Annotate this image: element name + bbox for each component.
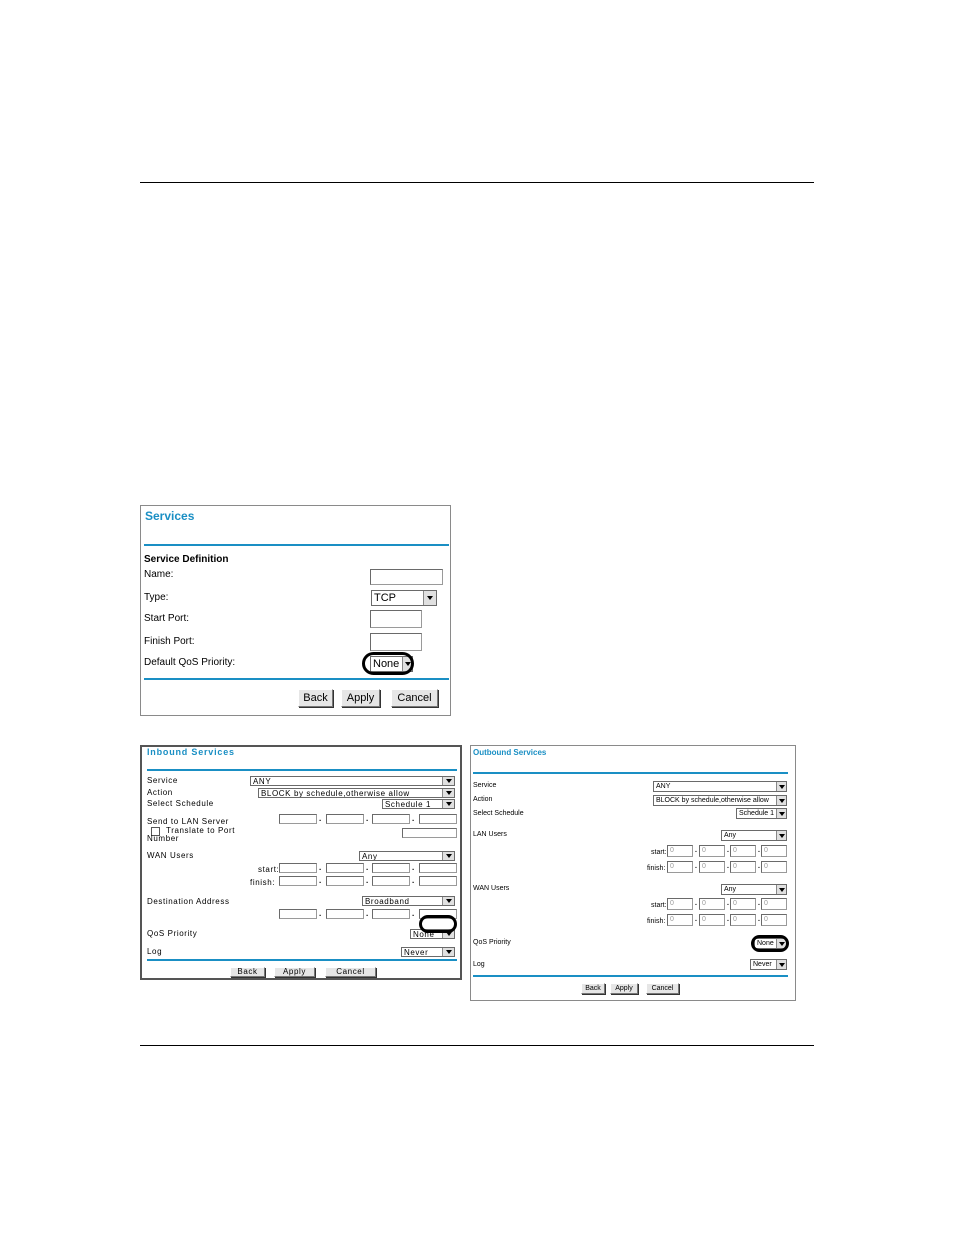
title-divider (144, 544, 449, 546)
lan-finish-ip-4[interactable]: 0 (761, 861, 787, 873)
action-select-value: BLOCK by schedule,otherwise allow (656, 797, 769, 804)
services-panel (140, 505, 451, 716)
qos-priority-label: QoS Priority (147, 929, 198, 938)
lan-start-ip-1[interactable]: 0 (667, 845, 693, 857)
action-select[interactable] (653, 795, 787, 806)
ip-dot: . (727, 863, 729, 870)
name-label: Name: (144, 569, 174, 580)
ip-dot: . (758, 900, 760, 907)
footer-divider (473, 975, 788, 977)
services-title: Services (145, 509, 195, 523)
log-label: Log (473, 961, 485, 968)
action-label: Action (147, 788, 173, 797)
cancel-button[interactable]: Cancel (391, 689, 438, 707)
service-select-value: ANY (656, 783, 671, 790)
lan-users-label: LAN Users (473, 831, 507, 838)
wan-finish-ip-3[interactable] (372, 876, 410, 886)
chevron-down-icon (442, 777, 454, 785)
lan-finish-label: finish: (647, 865, 666, 872)
select-schedule-label: Select Schedule (473, 810, 524, 817)
ip-dot: . (366, 863, 369, 872)
chevron-down-icon (776, 809, 786, 818)
start-label: start: (258, 865, 280, 874)
dest-ip-3[interactable] (372, 909, 410, 919)
action-select[interactable] (258, 788, 455, 798)
finish-port-label: Finish Port: (144, 636, 195, 647)
log-select-value: Never (753, 961, 772, 968)
schedule-select[interactable] (382, 799, 455, 809)
wan-users-select-value: Any (362, 852, 378, 861)
chevron-down-icon (776, 885, 786, 894)
highlight-oval (362, 652, 414, 675)
ip-dot: . (695, 847, 697, 854)
dest-ip-2[interactable] (326, 909, 364, 919)
log-select[interactable] (750, 959, 787, 970)
title-divider (473, 772, 788, 774)
wan-start-ip-1[interactable]: 0 (667, 898, 693, 910)
header-rule (140, 182, 814, 183)
back-button[interactable]: Back (230, 967, 265, 977)
wan-finish-ip-3[interactable]: 0 (730, 914, 756, 926)
start-port-input[interactable] (370, 610, 422, 628)
ip-dot: . (366, 876, 369, 885)
back-button[interactable]: Back (298, 689, 333, 707)
chevron-down-icon (776, 796, 786, 805)
qos-priority-value: None (413, 930, 435, 939)
ip-dot: . (319, 814, 322, 823)
wan-finish-ip-4[interactable] (419, 876, 457, 886)
wan-start-ip-3[interactable]: 0 (730, 898, 756, 910)
qos-priority-value: None (757, 940, 774, 947)
wan-users-select[interactable] (721, 884, 787, 895)
outbound-title: Outbound Services (473, 748, 547, 757)
service-select[interactable] (653, 781, 787, 792)
ip-dot: . (695, 916, 697, 923)
chevron-down-icon (423, 591, 436, 605)
ip-dot: . (319, 863, 322, 872)
cancel-button[interactable]: Cancel (325, 967, 376, 977)
action-select-value: BLOCK by schedule,otherwise allow (261, 789, 410, 798)
wan-finish-ip-2[interactable] (326, 876, 364, 886)
lan-start-ip-4[interactable]: 0 (761, 845, 787, 857)
wan-users-label: WAN Users (473, 885, 510, 892)
wan-finish-label: finish: (647, 918, 666, 925)
back-button[interactable]: Back (581, 983, 605, 994)
chevron-down-icon (442, 852, 454, 860)
footer-divider (144, 678, 449, 680)
finish-port-input[interactable] (370, 633, 422, 651)
schedule-select[interactable] (736, 808, 787, 819)
lan-server-ip-1[interactable] (279, 814, 317, 824)
start-port-label: Start Port: (144, 613, 190, 624)
ip-dot: . (366, 909, 369, 918)
chevron-down-icon (442, 948, 454, 956)
wan-finish-ip-1[interactable] (279, 876, 317, 886)
ip-dot: . (412, 909, 415, 918)
apply-button[interactable]: Apply (341, 689, 380, 707)
ip-dot: . (695, 863, 697, 870)
lan-finish-ip-2[interactable]: 0 (699, 861, 725, 873)
type-select[interactable] (371, 590, 437, 606)
type-label: Type: (144, 592, 169, 603)
lan-finish-ip-3[interactable]: 0 (730, 861, 756, 873)
wan-users-select[interactable] (359, 851, 455, 861)
apply-button[interactable]: Apply (610, 983, 638, 994)
ip-dot: . (412, 863, 415, 872)
lan-start-label: start: (651, 849, 667, 856)
title-divider (147, 769, 457, 771)
chevron-down-icon (776, 831, 786, 840)
wan-start-ip-1[interactable] (279, 863, 317, 873)
lan-server-ip-4[interactable] (419, 814, 457, 824)
lan-start-ip-2[interactable]: 0 (699, 845, 725, 857)
ip-dot: . (695, 900, 697, 907)
ip-dot: . (366, 814, 369, 823)
ip-dot: . (727, 900, 729, 907)
wan-finish-ip-1[interactable]: 0 (667, 914, 693, 926)
inbound-services-panel (140, 745, 462, 980)
ip-dot: . (758, 847, 760, 854)
number-label: Number (147, 834, 180, 843)
ip-dot: . (319, 876, 322, 885)
translate-port-input[interactable] (402, 828, 457, 838)
wan-start-ip-2[interactable] (326, 863, 364, 873)
select-schedule-label: Select Schedule (147, 799, 214, 808)
ip-dot: . (727, 847, 729, 854)
highlight-oval (419, 915, 457, 933)
default-qos-label: Default QoS Priority: (144, 657, 236, 668)
lan-finish-ip-1[interactable]: 0 (667, 861, 693, 873)
service-select-value: ANY (253, 777, 272, 786)
ip-dot: . (319, 909, 322, 918)
lan-users-select-value: Any (724, 832, 737, 839)
action-label: Action (473, 796, 493, 803)
service-label: Service (473, 782, 497, 789)
ip-dot: . (727, 916, 729, 923)
chevron-down-icon (442, 800, 454, 808)
chevron-down-icon (776, 782, 786, 791)
highlight-oval (751, 935, 789, 952)
lan-start-ip-3[interactable]: 0 (730, 845, 756, 857)
qos-priority-label: QoS Priority (473, 939, 511, 946)
dest-ip-1[interactable] (279, 909, 317, 919)
footer-divider (147, 959, 457, 961)
wan-finish-ip-2[interactable]: 0 (699, 914, 725, 926)
inbound-title: Inbound Services (147, 747, 235, 757)
ip-dot: . (758, 863, 760, 870)
lan-server-ip-2[interactable] (326, 814, 364, 824)
chevron-down-icon (442, 897, 454, 905)
wan-start-ip-2[interactable]: 0 (699, 898, 725, 910)
destination-select-value: Broadband (365, 897, 410, 906)
ip-dot: . (412, 876, 415, 885)
chevron-down-icon (776, 960, 786, 969)
ip-dot: . (758, 916, 760, 923)
log-label: Log (147, 947, 163, 956)
outbound-services-panel (470, 745, 796, 1001)
wan-start-ip-4[interactable]: 0 (761, 898, 787, 910)
log-select-value: Never (404, 948, 429, 957)
destination-address-label: Destination Address (147, 897, 230, 906)
chevron-down-icon (442, 789, 454, 797)
wan-start-ip-3[interactable] (372, 863, 410, 873)
ip-dot: . (412, 814, 415, 823)
destination-select[interactable] (362, 896, 455, 906)
wan-finish-ip-4[interactable]: 0 (761, 914, 787, 926)
name-input[interactable] (370, 569, 443, 585)
finish-label: finish: (250, 878, 276, 887)
lan-server-ip-3[interactable] (372, 814, 410, 824)
translate-to-port-label: Translate to Port (166, 826, 236, 835)
type-select-value: TCP (374, 592, 396, 604)
wan-users-label: WAN Users (147, 851, 194, 860)
service-select[interactable] (250, 776, 455, 786)
footer-rule (140, 1045, 814, 1046)
wan-start-label: start: (651, 902, 667, 909)
schedule-select-value: Schedule 1 (739, 810, 775, 817)
schedule-select-value: Schedule 1 (385, 800, 432, 809)
service-definition-heading: Service Definition (144, 554, 229, 565)
default-qos-value: None (373, 658, 400, 670)
apply-button[interactable]: Apply (274, 967, 315, 977)
send-to-lan-server-label: Send to LAN Server (147, 817, 229, 826)
log-select[interactable] (401, 947, 455, 957)
cancel-button[interactable]: Cancel (646, 983, 679, 994)
service-label: Service (147, 776, 178, 785)
wan-users-select-value: Any (724, 886, 737, 893)
lan-users-select[interactable] (721, 830, 787, 841)
wan-start-ip-4[interactable] (419, 863, 457, 873)
